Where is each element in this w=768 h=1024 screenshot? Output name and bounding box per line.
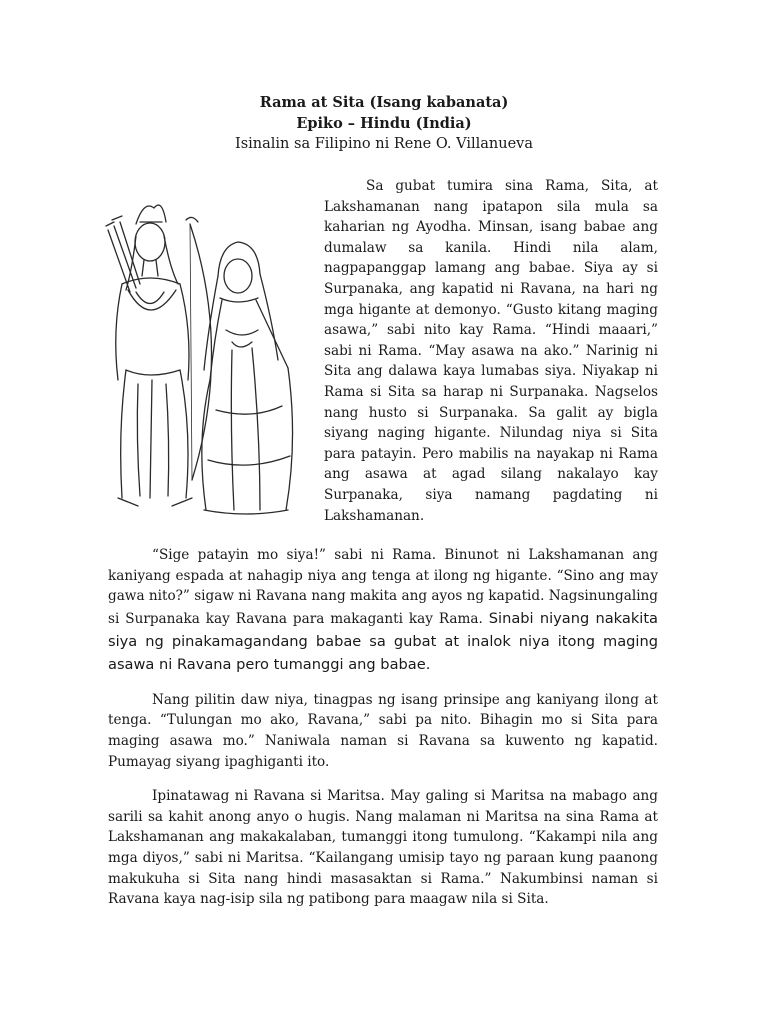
paragraph-2-part-a: “Sige patayin mo siya!” sabi ni Rama. Binunot ni Lakshamanan ang kaniyang espada at nahagip niya ang tenga at ilong ng higante. “Sino ang may gawa nito?” sigaw ni Ravana nang makita ang ayos ng kapatid. Nagsinungaling si Surpanaka kay Ravana para makaganti kay Rama. (108, 547, 658, 627)
paragraph-2 (108, 545, 658, 676)
title-line-2: Epiko – Hindu (India) (296, 115, 472, 132)
paragraph-1: Sa gubat tumira sina Rama, Sita, at Lakshamanan nang ipatapon sila mula sa kaharian ng Ayodha. Minsan, isang babae ang dumalaw sa kanila. Hindi nila alam, nagpapanggap lamang ang babae. Siya ay si Surpanaka, ang kapatid ni Ravana, na hari ng mga higante at demonyo. “Gusto kitang maging asawa,” sabi nito kay Rama. “Hindi maaari,” sabi ni Rama. “May asawa na ako.” Narinig ni Sita ang dalawa kaya lumabas siya. Niyakap ni Rama si Sita sa harap ni Surpanaka. Nagselos nang husto si Surpanaka. Sa galit ay bigla siyang naging higante. Nilundag niya si Sita para patayin. Pero mabilis na nayakap ni Rama ang asawa at agad silang nakalayo kay Surpanaka, siya namang pagdating ni Lakshamanan. (324, 178, 658, 524)
paragraph-4: Ipinatawag ni Ravana si Maritsa. May galing si Maritsa na mabago ang sarili sa kahit anong anyo o hugis. Nang malaman ni Maritsa na sina Rama at Lakshamanan ang makakalaban, tumanggi itong tumulong. “Kakampi nila ang mga diyos,” sabi ni Maritsa. “Kailangang umisip tayo ng paraan kung paanong makukuha si Sita nang hindi masasaktan si Rama.” Nakumbinsi naman si Ravana kaya nag-isip sila ng patibong para maagaw nila si Sita. (108, 788, 658, 908)
paragraph-2-part-b: Sinabi niyang nakakita siya ng pinakamagandang babae sa gubat at inalok niya itong maging asawa ni Ravana pero tumanggi ang babae. (108, 609, 658, 673)
title-block (0, 92, 768, 155)
opening-paragraph-block (324, 176, 658, 526)
translator-byline: Isinalin sa Filipino ni Rene O. Villanueva (234, 136, 533, 152)
paragraph-3: Nang pilitin daw niya, tinagpas ng isang prinsipe ang kaniyang ilong at tenga. “Tulungan mo ako, Ravana,” sabi pa nito. Bihagin mo si Sita para maging asawa mo.” Naniwala naman si Ravana sa kuwento ng kapatid. Pumayag siyang ipaghiganti ito. (108, 691, 658, 770)
title-line-1: Rama at Sita (Isang kabanata) (259, 94, 509, 111)
body-text-block (108, 545, 658, 924)
rama-sita-illustration (92, 180, 314, 522)
line-drawing-image (92, 180, 314, 522)
